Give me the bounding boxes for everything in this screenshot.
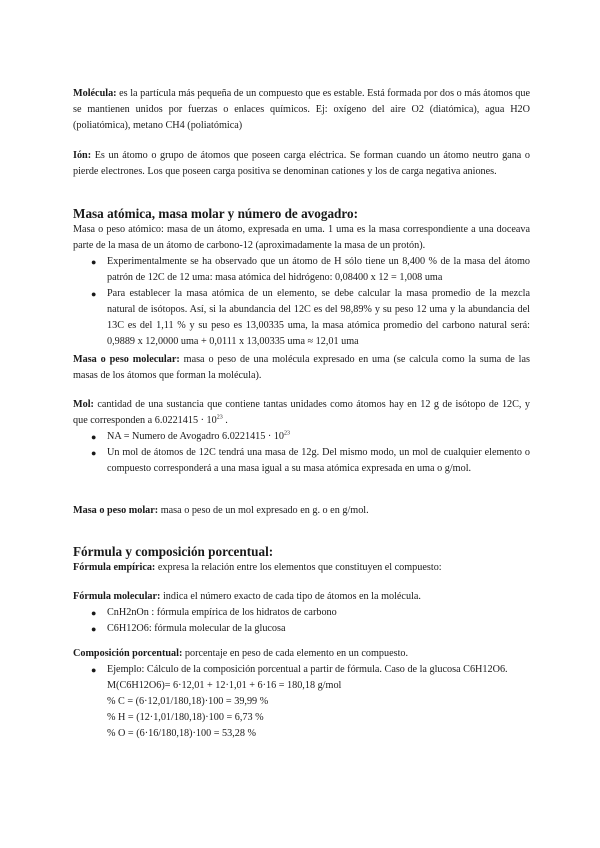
bullet-icon: ● — [91, 608, 97, 618]
ion-paragraph — [73, 148, 530, 180]
bullet-icon: ● — [91, 448, 97, 459]
molecula-text: es la partícula más pequeña de un compuesto que es estable. Está formada por dos o más átomos que se mantienen unidos por fuerzas o enlaces químicos. Ej: oxígeno del aire O2 (diatómica), agua H2O (poliatómica), metano CH4 (poliatómica) — [73, 88, 530, 132]
calc-percent-o: % O = (6·16/180,18)·100 = 53,28 % — [107, 728, 257, 740]
list-item — [73, 621, 530, 637]
bullet-icon: ● — [91, 257, 97, 267]
masa-molar-paragraph — [73, 503, 530, 519]
molecula-paragraph — [73, 86, 530, 134]
formula-empirica-paragraph — [73, 560, 530, 576]
bullet-icon: ● — [91, 432, 97, 442]
calc-molar-mass: M(C6H12O6)= 6·12,01 + 12·1,01 + 6·16 = 180,18 g/mol — [107, 680, 342, 692]
masa-molar-text: masa o peso de un mol expresado en g. o en g/mol. — [158, 505, 369, 516]
composicion-porcentual-paragraph — [73, 646, 530, 662]
bullet-icon: ● — [91, 665, 97, 675]
masa-molecular-term: Masa o peso molecular: — [73, 354, 180, 365]
avogadro-exponent: 23 — [284, 430, 291, 437]
list-item-text: CnH2nOn : fórmula empírica de los hidratos de carbono — [107, 607, 337, 618]
list-item-text: C6H12O6: fórmula molecular de la glucosa — [107, 623, 286, 635]
list-item — [73, 662, 530, 742]
composicion-text: porcentaje en peso de cada elemento en un compuesto. — [182, 648, 409, 659]
formula-molecular-paragraph — [73, 589, 530, 605]
list-item — [73, 605, 530, 621]
list-item — [73, 286, 530, 350]
formula-empirica-term: Fórmula empírica: — [73, 562, 156, 573]
mol-paragraph — [73, 397, 530, 429]
formula-molecular-text: indica el número exacto de cada tipo de átomos en la molécula. — [160, 591, 421, 602]
masa-molar-term: Masa o peso molar: — [73, 505, 159, 516]
bullet-icon: ● — [91, 289, 97, 300]
list-item — [73, 429, 530, 445]
mol-list — [73, 429, 530, 477]
masa-molecular-paragraph — [73, 352, 530, 384]
calc-percent-c: % C = (6·12,01/180,18)·100 = 39,99 % — [107, 696, 269, 708]
formula-molecular-list — [73, 605, 530, 637]
bullet-icon: ● — [91, 624, 97, 635]
molecula-term: Molécula: — [73, 88, 117, 99]
mol-exponent: 23 — [216, 414, 223, 421]
calc-percent-h: % H = (12·1,01/180,18)·100 = 6,73 % — [107, 712, 264, 724]
list-item-text: Para establecer la masa atómica de un elemento, se debe calcular la masa promedio de la mezcla natural de isótopos. Así, si la abundancia del 12C es del 98,89% y su peso 12 uma y la abundancia del 13C es del 1,11 % y su peso es 13,00335 uma, la masa atómica promedio del carbono natural será: 0,9889 x 12,0000 uma + 0,0111 x 13,00335 uma ≈ 12,01 uma — [107, 288, 530, 348]
formula-molecular-term: Fórmula molecular: — [73, 591, 161, 602]
example-list — [73, 662, 530, 742]
masa-atomica-list — [73, 254, 530, 351]
formula-empirica-text: expresa la relación entre los elementos que constituyen el compuesto: — [155, 562, 442, 573]
list-item — [73, 254, 530, 286]
section-heading-masa-atomica: Masa atómica, masa molar y número de avogadro: — [73, 206, 358, 221]
example-intro: Ejemplo: Cálculo de la composición porcentual a partir de fórmula. Caso de la glucosa C6H12O6. — [107, 664, 508, 675]
list-item — [73, 445, 530, 477]
ion-term: Ión: — [73, 150, 92, 161]
mol-tail: . — [222, 415, 228, 427]
composicion-term: Composición porcentual: — [73, 648, 183, 659]
masa-atomica-intro: Masa o peso atómico: masa de un átomo, expresada en uma. 1 uma es la masa correspondiente a una doceava parte de la masa de un átomo de carbono-12 (aproximadamente la masa de un protón). — [73, 224, 530, 252]
list-item-text: Experimentalmente se ha observado que un átomo de H sólo tiene un 8,400 % de la masa del átomo patrón de 12C de 12 uma: masa atómica del hidrógeno: 0,08400 x 12 = 1,008 uma — [107, 256, 530, 284]
mol-text: cantidad de una sustancia que contiene tantas unidades como átomos hay en 12 g de isótopo de 12C, y que corresponden a 6.0221415 · 10 — [73, 399, 530, 427]
masa-molecular-text: masa o peso de una molécula expresado en uma (se calcula como la suma de las masas de los átomos que forman la molécula). — [73, 354, 530, 382]
avogadro-text: NA = Numero de Avogadro 6.0221415 · 10 — [107, 431, 285, 442]
section-heading-formula: Fórmula y composición porcentual: — [73, 544, 274, 559]
ion-text: Es un átomo o grupo de átomos que poseen carga eléctrica. Se forman cuando un átomo neutro gana o pierde electrones. Los que poseen carga positiva se denominan cationes y los de carga negativa aniones. — [73, 150, 530, 178]
list-item-text: Un mol de átomos de 12C tendrá una masa de 12g. Del mismo modo, un mol de cualquier elemento o compuesto corresponderá a una masa igual a su masa atómica expresada en uma o g/mol. — [107, 447, 530, 475]
mol-term: Mol: — [73, 399, 94, 410]
